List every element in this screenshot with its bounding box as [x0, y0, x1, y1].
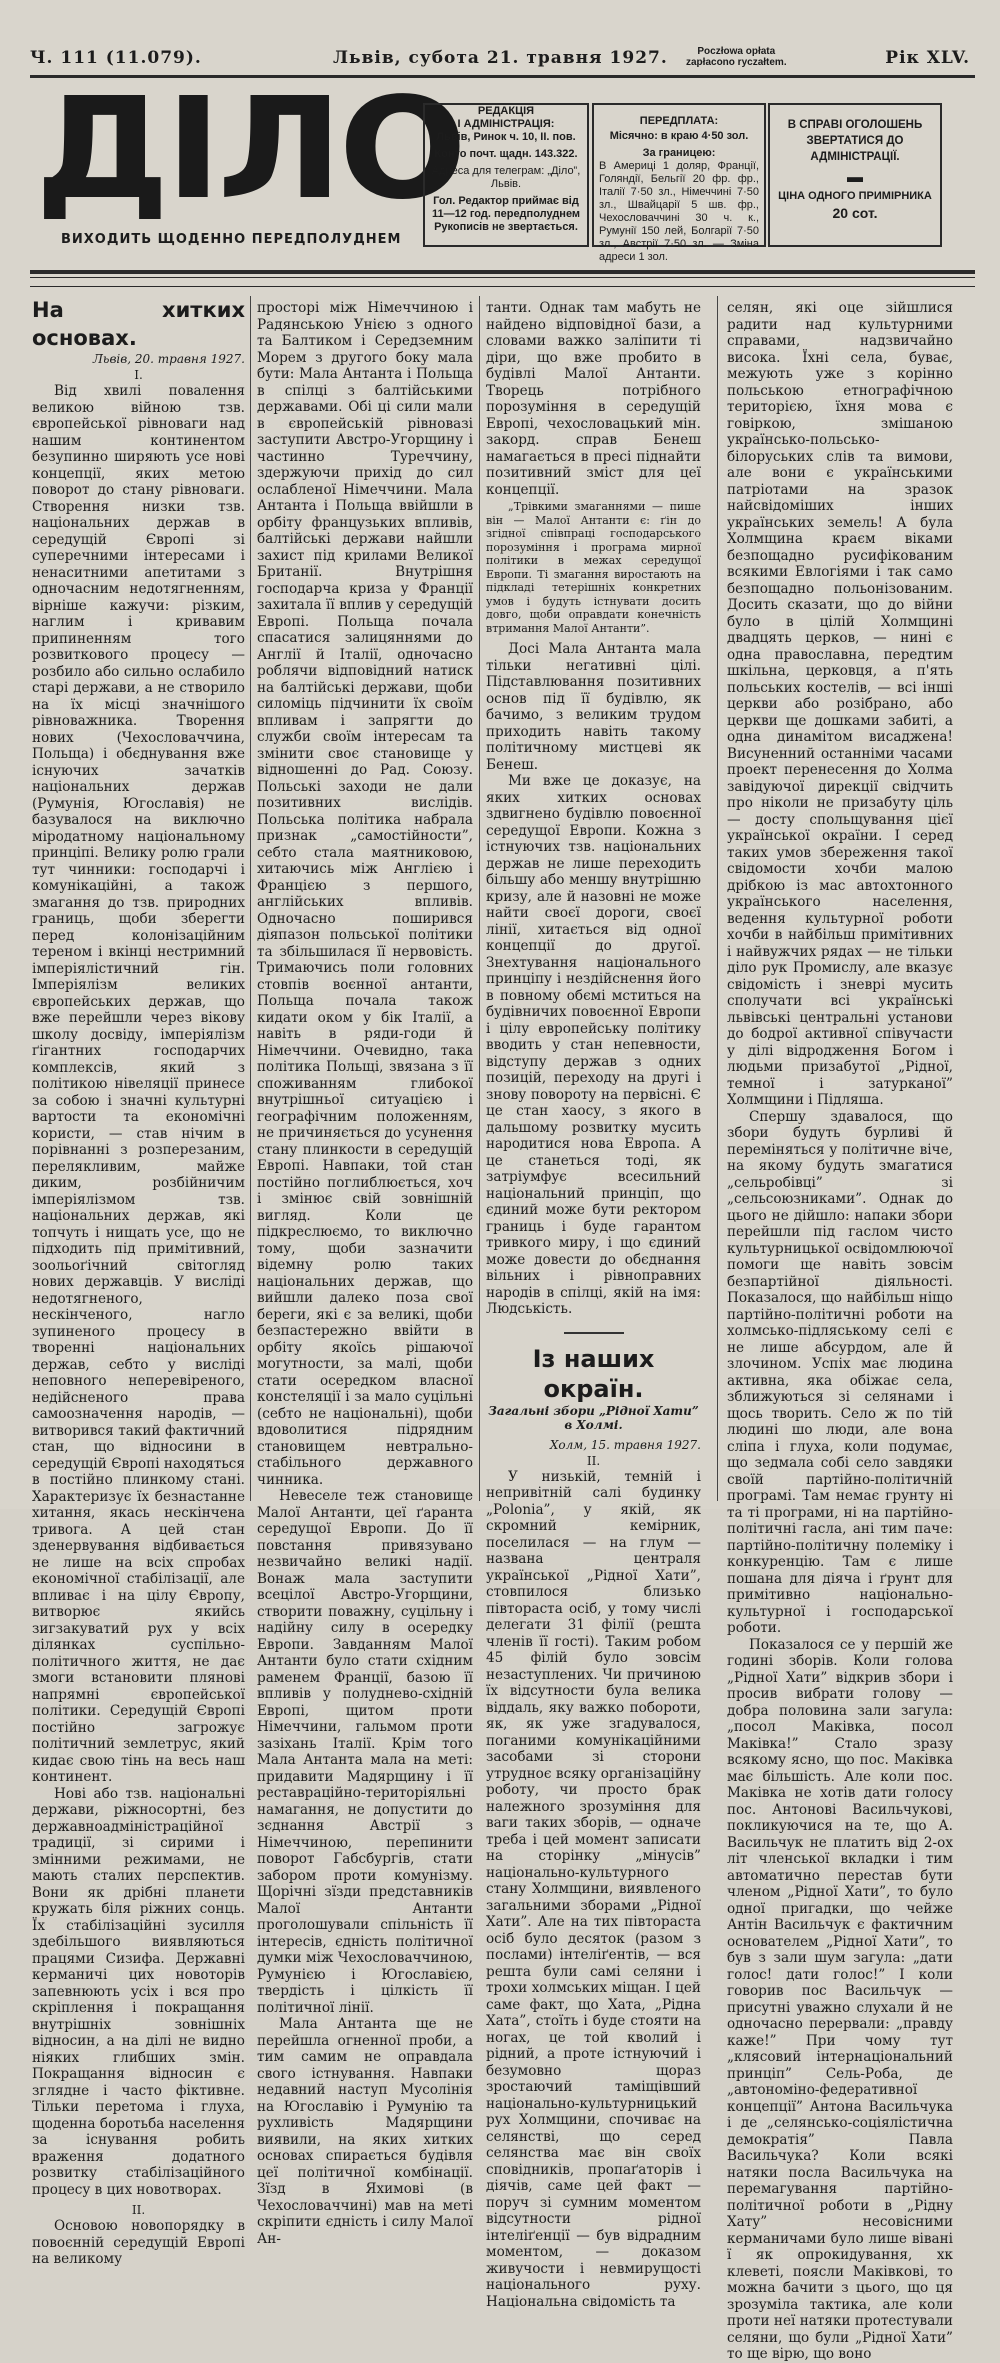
article-title: На хитких основах. — [32, 298, 245, 350]
paragraph: Спершу здавалося, що збори будуть бурливі й переміняться у політичне віче, на якому будуть змагатися „сельробівці” зі „сельсоюзниками”. Однак до цього не дійшло: напаки збори перейшли під гаслом чисто культурницької освідомлюючої помоги ще навіть зовсім безпартійної діяльності. Показалося, що найбільш ніщо партійно-політичні роботи на холмсько-підляському селі є не лише абсурдом, але й злочином. Успіх має людина активна, яка обіжає села, зближуються зі селянами і щось творить. Село ж по тій людині шо люди, але вона сліпа і глуха, коли подумає, що зедмала собі село завдяки своїй партійно-політичній програмі. Там немає грунту ні та ті програми, ні на партійно-політичні гасла, ані тим паче: партійно-політичну полеміку і конкуренцію. Там є лише пошана для діяча і ґрунт для примітивно національно-культурної і господарської роботи. — [727, 1108, 953, 1636]
editorial-heading-1: РЕДАКЦІЯ — [477, 105, 535, 117]
paragraph: Досі Мала Антанта мала тільки негативні цілі. Підставлювання позитивних основ під її будівлю, як бачимо, з великим трудом приходить навіть такому політичному мистцеві як Бенеш. — [486, 641, 701, 773]
column-divider — [479, 296, 480, 1501]
postal-note — [686, 46, 787, 68]
paragraph: просторі між Німеччиною і Радянською Унією з одного та Балтиком і Середземним Морем з другого боку мала бути: Мала Антанта і Польща в спілці з балтійськими державами. Обі ці сили мали в європейській рівновазі заступити Австро-Угорщину і частинно Туреччину, здержуючи прихід до сил ослабленої Німеччини. Мала Антанта і Польща ввійшли в орбіту французьких впливів, балтійські держави найшли захист під крилами Великої Британії. Внутрішня господарча криза у Франції захитала її вплив у середущій Европі. Польща почала спасатися залицяннями до Англії й Італії, одночасно роблячи відповідний натиск на балтійські держави, щоби силоміць підчинити їх своїм впливам і запрягти до служби своїм інтересам та змінити своє становище у відношенні до Рад. Союзу. Польські заходи не дали позитивних вислідів. Польська політика набрала признак „самостійности”, себто стала маятниковою, хитаючись між Англією і Францією з першого, англійських впливів. Одночасно поширився діяпазон польської політики та збільшилася її нервовість. Тримаючись поли головних стовпів воєнної антанти, Польща почала також кидати оком у бік Італії, а навіть в ряди-годи й Німеччини. Очевидно, така політика Польщі, звязана з її споживанням глибокої внутрішньої ситуацією і географічним положенням, не причиняється до усунення стану плинкости в середущій Европі. Навпаки, той стан постійно поглиблюється, хоч і змінює свій зовнішній вигляд. Коли це підкреслюємо, то виключно тому, щоби зазначити відемну ролю таких національних держав, що вийшли далеко поза свої береги, які є за великі, щоби безпастережно ввійти в орбіту якоїсь рішаючої могутности, за малі, щоби стати осередком власної констеляції і за мало суцільні (себто не національні), щоби вдоволитися підрядним становищем невтрально-стабільного державного чинника. — [257, 300, 473, 1488]
article-dateline: Львів, 20. травня 1927. — [92, 352, 245, 366]
section-number: II. — [131, 2203, 146, 2217]
editorial-telegram: Адреса для телеграм: „Діло”, Львів. — [431, 165, 581, 190]
paragraph: У низькій, темній і непривітній салі будинку „Polonia”, у якій, як скромний кемірник, поселилася — на глум — названа централя української „Рідної Хати”, стовпилося близько півтораста осіб, у тому числі делегати 31 філії (решта членів її гості). Таким робом 45 філій було зовсім незаступлених. Чи причиною їх відсутности була велика віддаль, яку важко побороти, як, як уже згадувалося, поганими комунікаційними засобами зі сторони утрудноє всяку організаційну роботу, чи просто брак належного зрозуміння для ваги таких зборів, — одначе треба і цей момент записати на сторінку „мінусів” національно-культурного стану Холмщини, виявленого загальними зборами „Рідної Хати”. Але на тих півтораста осіб було десяток (разом з послами) інтеліґентів, — вся решта були самі селяни і трохи холмських міщан. І цей саме факт, що Хата, „Рідна Хата”, стоїть і буде стояти на ногах, це той кволий і рідний, а проте істнуючий і безумовно щораз зростаючий таміщівший національно-культурницький рух Холмщини, спочиває на селянстві, що серед селянства має він своїх сповідників, пропаґаторів і діячів, саме цей факт — поруч зі сумним моментом відсутности рідної інтеліґенції — був відрадним моментом, — доказом живучости і невмирущості національного руху. Національна свідомість та — [486, 1468, 701, 2310]
price-label: ЦІНА ОДНОГО ПРИМІРНИКА — [778, 190, 932, 202]
subscription-abroad-heading: За границею: — [642, 147, 716, 159]
ads-text: В СПРАВІ ОГОЛОШЕНЬ ЗВЕРТАТИСЯ ДО АДМІНІСТРАЦІЇ. — [787, 119, 923, 163]
postal-line-2: zapłacono ryczałtem. — [686, 57, 787, 68]
paragraph: Невеселе теж становище Малої Антанти, цеї ґаранта середущої Европи. До її повстання привязувано незвичайно великі надії. Вонаж мала заступити всецілої Австро-Угорщини, створити поважну, суцільну і надійну силу в осередку Европи. Завданням Малої Антанти було стати східним раменем Франції, базою її впливів у полудневo-східній Европі, щитом проти Німеччини, гальмом проти зазіхань Італії. Крім того Мала Антанта мала на меті: придавити Мадярщину і її реставраційно-територіяльні намагання, не допустити до зєднання Австрії з Німеччиною, перепинити поворот Габсбургів, стати забором проти комунізму. Щорічні зїзди представників Малої Антанти проголошували спільність її інтересів, єдність політичної думки між Чехословаччиною, Румунією і Югославією, твердість і цілкість її політичної лінії. — [257, 1488, 473, 2016]
city-date: Львів, субота 21. травня 1927. — [333, 48, 668, 68]
masthead-rule-thin — [30, 277, 975, 278]
section-title: Із наших окраїн. — [532, 1344, 655, 1403]
editorial-account: Конто почт. щадн. 143.322. — [434, 148, 578, 160]
column-1 — [32, 296, 245, 2267]
article-dateline: Холм, 15. травня 1927. — [549, 1437, 701, 1452]
masthead-rule-bottom — [30, 286, 975, 287]
editorial-box — [423, 103, 589, 247]
editorial-heading-2: І АДМІНІСТРАЦІЯ: — [457, 118, 555, 130]
article-separator — [564, 1332, 624, 1334]
column-4 — [727, 300, 953, 2362]
subscription-abroad: В Америці 1 доляр, Франції, Голяндії, Бельгії 20 фр. фр., Італії 7·50 зл., Німеччині 7·50 зл., Швайцарії 5 шв. фр., Чехословаччині 30 ч. к., Румунії 150 лей, Болгарії 7·50 зл., Австрії 7·50 зл. — Зміна адреси 1 зол. — [599, 160, 759, 263]
paragraph: селян, які оце зійшлися радити над культурними справами, надзвичайно висока. Їхні села, буває, межують уже з корінно польською етнографічною територією, їхня мова є говіркою, змішаною українсько-польсько-білоруських слів та вимови, але вони є українськими патріотами на зразок найсвідоміших інших українських земель! А була Холмщина краєм віками безпощадно русифікованим всякими Евлогіями і так само безпощадно польонізованим. Досить сказати, що до війни було в цілій Холмщині двадцять церков, — нині є одна православна, передтим шкільна, церковця, а п'ять польських костелів, — всі інші церкви або розібрано, або церкви ще дошками забиті, а одна динамітом висаджена! Висуненний останніми часами проект перенесення до Холма завідуючої дирекції свідчить про ніколи не призабуту ціль — досту спольщування цієї української окраїни. І серед таких умов збереження такої свідомости хочби малою дрібкою із мас автохтонного українського населення, ведення культурної роботи хочби в найбільш примітивних і найвужчих рядах — не тільки діло рук Промислу, але вказує свідомість і зневрі мусить сполучати всі українські львівські центральні установи до бодрої активної співучасти у ділі відродження Богом і людьми призабутої „Рідної, темної і затурканої” Холмщини і Підляша. — [727, 300, 953, 1108]
issue-number: Ч. 111 (11.079). — [30, 48, 202, 68]
year-volume: Рік XLV. — [885, 48, 970, 68]
column-divider — [717, 296, 718, 1501]
paragraph: Показалося се у першій же годині зборів. Коли голова „Рідної Хати” відкрив збори і просив вибрати голову — добра половина зали загула: „посол Маківка, посол Маківка!” Стало зразу всякому ясно, що пос. Маківка має більшість. Але коли пос. Маківка не хотів дати голосу пос. Антонові Васильчукові, покликуючися на те, що А. Васильчук не платить від 2-ох літ членської вкладки і тим автоматично перестав бути членом „Рідної Хати”, то було одної пригадки, що чейже Антін Васильчук є фактичним основателем „Рідної Хати”, то був з зали шум загула: „дати голос! дати голос!” І коли говорив пос Васильчук — присутні уважно слухали й не одночасно перервали: „правду каже!” При чому тут „клясовий інтернаціональний принціп” Сель-Роба, де „автономіно-федеративної концепції” Антона Васильчука і де „селянсько-соціялістична демократія” Павла Васильчука? Коли всякі натяки посла Васильчука на перемагування партійно-політичної роботи в „Рідну Хату” несовісними керманичами було лише вівані ї як опрокидування, хк клеветі, поясли Маківкові, то можна бачити з цього, що ця зрозуміла тактика, але коли проти неї натяки протестували селяни, що були „Рідної Хати” то ще вірю, що воно — [727, 1636, 953, 2362]
masthead — [35, 68, 463, 252]
editorial-editor: Гол. Редактор приймає від 11—12 год. передполуднем — [431, 195, 581, 220]
price-value: 20 сот. — [832, 205, 878, 221]
subscription-heading: ПЕРЕДПЛАТА: — [639, 115, 719, 127]
ads-box — [768, 103, 942, 247]
paragraph: Мала Антанта ще не перейшла огненної проби, а тим самим не оправдала свого істнування. Навпаки недавний наступ Мусолінія на Югославію і Румунію та рухливість Мадярщини виявили, на яких хитких основах спирається будівля цеї політичної комбінації. Зїзд в Яхимові (в Чехословаччині) мав на меті скріпити єдність і силу Малої Ан- — [257, 2016, 473, 2247]
section-number: II. — [586, 1453, 601, 1468]
column-divider — [250, 296, 251, 1501]
column-3 — [486, 300, 701, 2310]
masthead-subtitle: ВИХОДИТЬ ЩОДЕННО ПЕРЕДПОЛУДНЕМ — [61, 232, 402, 247]
paragraph: Ми вже це доказує, на яких хитких основах здвигнено будівлю повоєнної середущої Европи. Кожна з істнуючих тзв. національних держав не лише переходить більшу або меншу внутрішню кризу, але й назовні не може найти своєї дороги, своєї лінії, хитається від одної концепції до другої. Знехтування національного принціпу і нездійснення його в повному обємі мститься на будівничих повоєнної Европи і цілу европейську політику вводить у стан непевности, відступу держав з одних позицій, переходу на другі і знову повороту на первісні. Є це стан хаосу, з якого в дальшому розвитку мусить народитися нова Европа. А це станеться тоді, як затріумфує всесильний національний принціп, що єдиний може бути ректором границь і буде гарантом тривкого миру, і що єдиний може довести до обєднання вільних і рівноправних народів в спілці, якій на імя: Людськість. — [486, 773, 701, 1317]
paragraph: Основою новопорядку в повоєнній середущій Европі на великому — [32, 2218, 245, 2267]
editorial-manuscripts: Рукописів не звертається. — [434, 221, 578, 233]
subscription-box — [592, 103, 766, 263]
paragraph: Нові або тзв. національні держави, ріжносортні, без державноадміністраційної традиції, зі сирими і змінними режимами, не мають сталих перспектив. Вони як дрібні планети кружать біля ріжних сонць. Їх стабілізаційні зусилля здебільшого виявляються працями Сизифа. Державні керманичі цих новоторів запевнюють усіх і вся про скріплення і покращання внутрішніх зовнішніх відносин, а на ділі не видно ніяких глибших змін. Покращання відносин є зглядне і часто фіктивне. Тільки перетома і глуха, щоденна боротьба населення за існування робить враження додатного розвитку стабілізаційного процесу в цих новотворах. — [32, 1785, 245, 2198]
bullet-icon: ▬ — [847, 169, 863, 186]
paragraph: Від хвилі повалення великою війною тзв. європейської рівноваги над нашим континентом безупинно ширяють усе нові концепції, яких метою поворот до стану рівноваги. Створення низки тзв. національних держав в середущій Європі зі суперечними інтересами і ненаситними апетитами з одночасним недотягненням, вірніше кажучи: різким, наглим і кривавим припиненням того розвиткового процесу — розбило або сильно ослабило старі держави, а не створило на їх місці значнішого рівноважника. Творення нових (Чехословаччина, Польща) і обєднування вже існуючих зачатків національних держав (Румунія, Югославія) не базувалося на виключно міродатному національному принціпі. Велику ролю грали тут чинники: господарчі і комунікаційні, а також змагання до тзв. природних границь, щоби зберегти перед колонізаційним тереном і вкінці нестримний імперіялістичний гін. Імперіялізм великих європейських держав, що вже перейшли через вікову школу досвіду, імперіялізм ґігантних господарчих комплексів, який з політикою нівеляції принесе за собою і значні культурні вартости та економічні користи, — став нічим в порівнанні з розперезаним, перелякливим, майже диким, розбійничим імперіялізмом тзв. національних держав, які топчуть і нищать усе, що не підходить під примітивний, зоольоґічний світогляд нових державців. У висліді недотягненого, нескінченого, нагло зупиненого процесу в творенні національних держав, себто у висліді неповного неперевіреного, недійсненого права самоозначення народів, — витворився такий фактичний стан, що відносини в середущій Європі находяться в постійно плинкому стані. Характеризує їх безнастанне хитання, якась нескінчена тривога. А цей стан зденервування відбивається не лише на всіх спробах економічної стабілізації, але впливає і на цілу Європу, витворює якийсь зигзакуватий рух у всіх ділянках суспільно-політичного життя, не дає змоги встановити плянові напрямні європейської політики. Середущій Європі постійно загрожує політичний землетрус, який кидає свою тінь на весь наш континент. — [32, 383, 245, 1785]
section-number: I. — [134, 368, 143, 382]
paragraph: танти. Однак там мабуть не найдено відповідної бази, а словами важко заліпити ті діри, що вже пробито в будівлі Малої Антанти. Творець потрібного порозуміння в середущій Европі, чехословацький мін. закорд. справ Бенеш намагається в пресі піднайти позитивний зміст для цеї концепції. — [486, 300, 701, 498]
postal-line-1: Poczłowa opłata — [697, 46, 776, 57]
masthead-rule-thick — [30, 270, 975, 274]
column-2 — [257, 300, 473, 2247]
masthead-title: ДІЛО — [35, 68, 463, 231]
subscription-monthly: Місячно: в краю 4·50 зол. — [609, 130, 749, 142]
editorial-address: Львів, Ринок ч. 10, II. пов. — [436, 131, 576, 143]
quote: „Трівкими змаганнями — пише він — Малої Антанти є: ґін до згідної співпраці господарського порозуміння і програма мирної політики в межах середущої Европи. Ті змагання виростають на підкладі тетерішніх конкретних умов і будуть істнувати досить довго, щоби оправдати конечність втримання Малої Антанти”. — [486, 500, 701, 635]
section-subtitle: Загальні збори „Рідної Хати” в Холмі. — [488, 1403, 699, 1432]
